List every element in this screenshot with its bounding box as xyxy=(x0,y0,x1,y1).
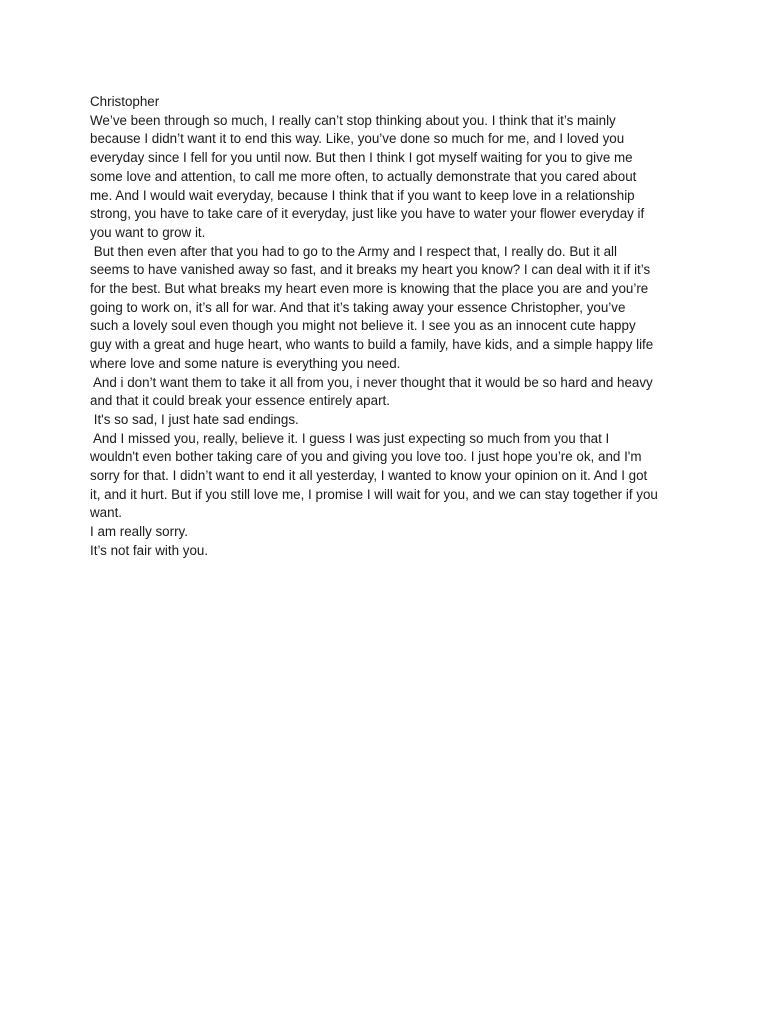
salutation: Christopher xyxy=(90,94,160,109)
text-line: guy with a great and huge heart, who wants to build a family, have kids, and a simple happy life xyxy=(90,337,654,353)
text-line: And I missed you, really, believe it. I guess I was just expecting so much from you that I xyxy=(90,430,610,446)
text-line: some love and attention, to call me more often, to actually demonstrate that you cared about xyxy=(90,168,637,184)
text-line: seems to have vanished away so fast, and it breaks my heart you know? I can deal with it if it’s xyxy=(90,262,651,278)
text-line: sorry for that. I didn’t want to end it all yesterday, I wanted to know your opinion on it. And I got xyxy=(90,468,648,484)
text-line: wouldn't even bother taking care of you and giving you love too. I just hope you’re ok, and I'm xyxy=(90,449,642,465)
text-line: But then even after that you had to go to the Army and I respect that, I really do. But it all xyxy=(90,243,618,259)
text-line: because I didn’t want it to end this way. Like, you’ve done so much for me, and I loved you xyxy=(90,131,625,147)
letter-text xyxy=(90,93,690,561)
text-line: and that it could break your essence entirely apart. xyxy=(90,393,390,409)
text-line: everyday since I fell for you until now. But then I think I got myself waiting for you to give me xyxy=(90,150,633,166)
text-line: I am really sorry. xyxy=(90,524,188,540)
text-line: it, and it hurt. But if you still love me, I promise I will wait for you, and we can stay together if you xyxy=(90,486,658,502)
text-line: me. And I would wait everyday, because I think that if you want to keep love in a relationship xyxy=(90,187,635,203)
text-line: such a lovely soul even though you might not believe it. I see you as an innocent cute happy xyxy=(90,318,636,334)
text-line: where love and some nature is everything you need. xyxy=(90,355,401,371)
text-line: going to work on, it’s all for war. And that it’s taking away your essence Christopher, you’ve xyxy=(90,299,626,315)
text-line: We’ve been through so much, I really can’t stop thinking about you. I think that it’s mainly xyxy=(90,112,616,128)
text-line: strong, you have to take care of it everyday, just like you have to water your flower everyday if xyxy=(90,206,645,222)
text-line: And i don’t want them to take it all from you, i never thought that it would be so hard and heavy xyxy=(90,374,653,390)
text-line: want. xyxy=(90,505,123,521)
text-line: for the best. But what breaks my heart even more is knowing that the place you are and you’re xyxy=(90,281,649,297)
text-line: you want to grow it. xyxy=(90,224,206,240)
closing-line: It’s not fair with you. xyxy=(90,542,209,558)
text-line: It's so sad, I just hate sad endings. xyxy=(90,411,299,427)
